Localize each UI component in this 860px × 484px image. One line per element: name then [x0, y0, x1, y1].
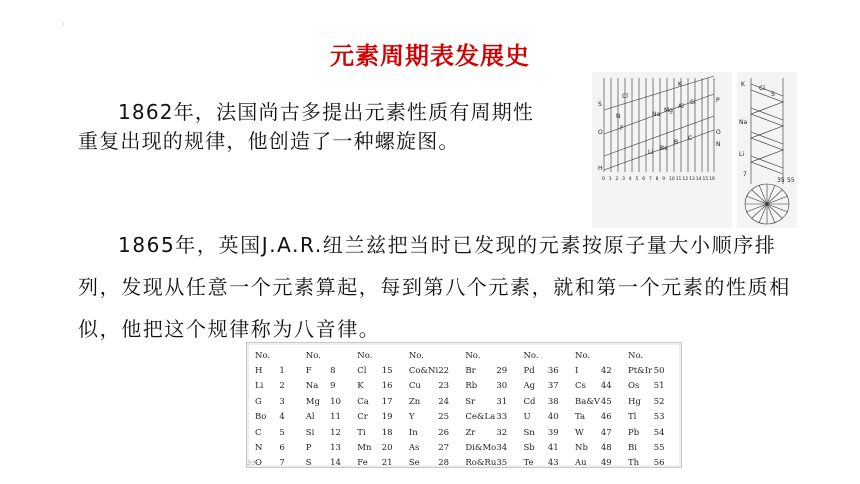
helix-label: O	[598, 129, 603, 136]
element-symbol: Ti	[357, 427, 366, 438]
element-number: 40	[547, 412, 559, 423]
spiral-label: Li	[739, 151, 745, 158]
header-cell: No.	[305, 350, 321, 361]
element-number: 35	[496, 458, 508, 469]
helix-label: Si	[690, 99, 696, 106]
element-number: 39	[547, 427, 559, 438]
helix-label: Be	[660, 145, 668, 152]
header-spacer	[601, 348, 628, 363]
element-number: 45	[600, 396, 612, 407]
element-symbol: U	[523, 412, 531, 423]
element-symbol: Ag	[523, 381, 536, 392]
header-cell: No.	[523, 350, 539, 361]
element-symbol: Mn	[357, 443, 372, 454]
element-number: 24	[438, 396, 450, 407]
element-symbol: W	[575, 427, 584, 438]
element-number: 54	[653, 427, 665, 438]
element-number: 7	[279, 458, 285, 469]
table-row	[255, 410, 681, 425]
table-row	[255, 363, 681, 378]
element-symbol: Pt&Ir	[628, 366, 653, 377]
element-number: 18	[381, 427, 393, 438]
paragraph-1865: 1865年，英国J.A.R.纽兰兹把当时已发现的元素按原子量大小顺序排列，发现从任意一个元素算起，每到第八个元素，就和第一个元素的性质相似，他把这个规律称为八音律。	[78, 233, 791, 341]
helix-diagram	[592, 72, 732, 228]
element-symbol: Bi	[628, 443, 637, 454]
element-symbol: Di&Mo	[465, 443, 497, 454]
helix-axis-tick: 1	[608, 177, 612, 182]
element-number: 5	[279, 427, 285, 438]
element-symbol: I	[575, 366, 579, 377]
element-symbol: Ta	[575, 412, 586, 423]
watermark: ЭЭ	[247, 460, 256, 467]
element-number: 19	[381, 412, 393, 423]
helix-label: Li	[648, 149, 654, 156]
element-symbol: Li	[255, 381, 264, 392]
spiral-label: Cl	[759, 85, 765, 92]
element-number: 3	[279, 396, 285, 407]
spiral-label: S	[771, 91, 775, 98]
element-number: 53	[653, 412, 665, 423]
helix-axis-tick: 6	[642, 177, 646, 182]
corner-dot: ·	[62, 20, 65, 29]
element-symbol: Cl	[357, 366, 367, 377]
header-spacer	[548, 348, 575, 363]
element-number: 52	[653, 396, 665, 407]
octaves-table	[255, 348, 681, 471]
header-spacer	[382, 348, 409, 363]
helix-label: F	[620, 125, 624, 132]
element-number: 6	[279, 443, 285, 454]
element-number: 41	[547, 443, 559, 454]
element-symbol: Y	[408, 412, 415, 423]
element-symbol: Sb	[523, 443, 535, 454]
helix-axis-tick: 14	[695, 177, 702, 182]
element-symbol: Ca	[357, 396, 369, 407]
element-symbol: H	[255, 366, 263, 377]
spiral-label: Na	[739, 119, 748, 126]
element-number: 4	[279, 412, 285, 423]
element-symbol: Nb	[575, 443, 588, 454]
element-symbol: Pb	[628, 427, 640, 438]
spiral-diagram-image	[737, 72, 797, 228]
element-symbol: Pd	[523, 366, 535, 377]
element-symbol: Rb	[465, 381, 478, 392]
element-number: 22	[438, 366, 450, 377]
element-number: 51	[653, 381, 665, 392]
element-symbol: Au	[575, 458, 587, 469]
helix-axis-tick: 12	[682, 177, 689, 182]
helix-label: H	[598, 165, 603, 172]
header-cell: No.	[575, 350, 591, 361]
element-symbol: O	[255, 458, 262, 469]
element-symbol: F	[305, 366, 312, 377]
helix-label: Mg	[664, 107, 673, 114]
spiral-label: 35	[777, 177, 785, 184]
header-spacer	[279, 348, 305, 363]
element-symbol: Sn	[523, 427, 535, 438]
element-symbol: Zn	[408, 396, 421, 407]
element-symbol: Zr	[465, 427, 476, 438]
table-row	[255, 425, 681, 440]
element-symbol: Ba&V	[575, 396, 601, 407]
element-number: 37	[547, 381, 559, 392]
helix-axis-tick: 0	[602, 177, 605, 182]
helix-axis-tick: 2	[615, 177, 619, 182]
slide-title: 元素周期表发展史	[330, 41, 530, 70]
header-cell: No.	[628, 350, 644, 361]
element-symbol: Th	[628, 458, 640, 469]
element-symbol: K	[357, 381, 364, 392]
helix-label: B	[674, 139, 679, 146]
element-number: 46	[600, 412, 612, 423]
helix-axis-tick: 9	[662, 177, 666, 182]
element-symbol: Cr	[357, 412, 368, 423]
helix-axis-tick: 8	[655, 177, 659, 182]
helix-axis-tick: 13	[689, 177, 695, 182]
header-spacer	[654, 348, 681, 363]
element-number: 2	[279, 381, 285, 392]
helix-label: Al	[678, 103, 684, 110]
header-cell: No.	[465, 350, 481, 361]
element-number: 50	[653, 366, 665, 377]
element-number: 23	[438, 381, 450, 392]
element-symbol: Se	[408, 458, 420, 469]
octaves-table-image	[246, 342, 682, 468]
element-symbol: Cd	[523, 396, 536, 407]
helix-axis-tick: 5	[635, 177, 639, 182]
element-symbol: Tl	[628, 412, 637, 423]
element-number: 17	[381, 396, 393, 407]
element-number: 26	[438, 427, 450, 438]
element-symbol: Si	[305, 427, 315, 438]
element-number: 8	[330, 366, 336, 377]
element-number: 32	[496, 427, 508, 438]
helix-label: N	[616, 113, 621, 120]
element-symbol: Sr	[465, 396, 476, 407]
element-symbol: In	[408, 427, 418, 438]
helix-label: C	[688, 135, 693, 142]
element-number: 14	[330, 458, 341, 469]
element-number: 55	[653, 443, 665, 454]
element-number: 1	[279, 366, 285, 377]
element-symbol: N	[255, 443, 263, 454]
element-number: 44	[600, 381, 612, 392]
element-number: 15	[381, 366, 393, 377]
element-symbol: Cs	[575, 381, 586, 392]
element-number: 11	[330, 412, 341, 423]
element-number: 36	[547, 366, 559, 377]
element-number: 30	[496, 381, 508, 392]
element-symbol: Na	[305, 381, 319, 392]
element-symbol: Br	[465, 366, 476, 377]
element-symbol: Te	[523, 458, 534, 469]
helix-axis-tick: 3	[622, 177, 625, 182]
helix-label: P	[716, 97, 720, 104]
helix-label: Cl	[622, 93, 628, 100]
element-number: 28	[438, 458, 450, 469]
element-number: 33	[496, 412, 508, 423]
element-number: 56	[653, 458, 665, 469]
helix-diagram-image	[592, 72, 732, 228]
element-symbol: G	[255, 396, 262, 407]
table-row	[255, 456, 681, 471]
element-number: 21	[381, 458, 393, 469]
header-cell: No.	[255, 350, 271, 361]
element-number: 31	[496, 396, 508, 407]
helix-label: S	[598, 101, 602, 108]
header-spacer	[496, 348, 523, 363]
header-spacer	[438, 348, 465, 363]
helix-label: Na	[652, 111, 661, 118]
spiral-diagram	[737, 72, 797, 228]
element-number: 49	[600, 458, 612, 469]
element-symbol: Mg	[305, 396, 320, 407]
element-symbol: C	[255, 427, 262, 438]
element-number: 47	[600, 427, 612, 438]
element-number: 12	[330, 427, 341, 438]
element-number: 9	[330, 381, 336, 392]
spiral-label: 7	[743, 171, 747, 178]
element-symbol: Os	[628, 381, 640, 392]
table-row	[255, 440, 681, 455]
element-symbol: P	[305, 443, 312, 454]
helix-axis-tick: 10	[669, 177, 675, 182]
paragraph-1862: 1862年，法国尚古多提出元素性质有周期性重复出现的规律，他创造了一种螺旋图。	[78, 100, 535, 153]
table-row	[255, 379, 681, 394]
element-symbol: Cu	[408, 381, 421, 392]
helix-axis-tick: 15	[702, 177, 709, 182]
element-symbol: Co&Ni	[408, 366, 439, 377]
element-number: 42	[600, 366, 612, 377]
element-symbol: Bo	[255, 412, 267, 423]
element-symbol: Al	[305, 412, 315, 423]
header-spacer	[330, 348, 357, 363]
element-number: 27	[438, 443, 450, 454]
header-cell: No.	[357, 350, 373, 361]
helix-label: O	[716, 129, 721, 136]
element-symbol: S	[305, 458, 312, 469]
helix-axis-tick: 16	[709, 177, 715, 182]
helix-axis-tick: 7	[648, 177, 652, 182]
element-symbol: Ro&Ru	[465, 458, 497, 469]
element-number: 25	[438, 412, 450, 423]
helix-axis-tick: 4	[628, 177, 632, 182]
element-number: 13	[330, 443, 341, 454]
helix-label: K	[678, 81, 682, 88]
element-symbol: Ce&La	[465, 412, 496, 423]
helix-axis-tick: 11	[675, 177, 682, 182]
spiral-label: 55	[787, 177, 795, 184]
element-symbol: Fe	[357, 458, 368, 469]
table-row	[255, 394, 681, 409]
element-symbol: As	[408, 443, 420, 454]
element-symbol: Hg	[628, 396, 641, 407]
element-number: 29	[496, 366, 508, 377]
element-number: 16	[381, 381, 393, 392]
element-number: 48	[600, 443, 612, 454]
header-cell: No.	[408, 350, 424, 361]
element-number: 38	[547, 396, 559, 407]
table-header-row	[255, 348, 681, 363]
element-number: 34	[496, 443, 508, 454]
element-number: 20	[381, 443, 393, 454]
spiral-label: K	[741, 81, 745, 88]
element-number: 43	[547, 458, 559, 469]
helix-label: N	[716, 141, 721, 148]
element-number: 10	[330, 396, 341, 407]
